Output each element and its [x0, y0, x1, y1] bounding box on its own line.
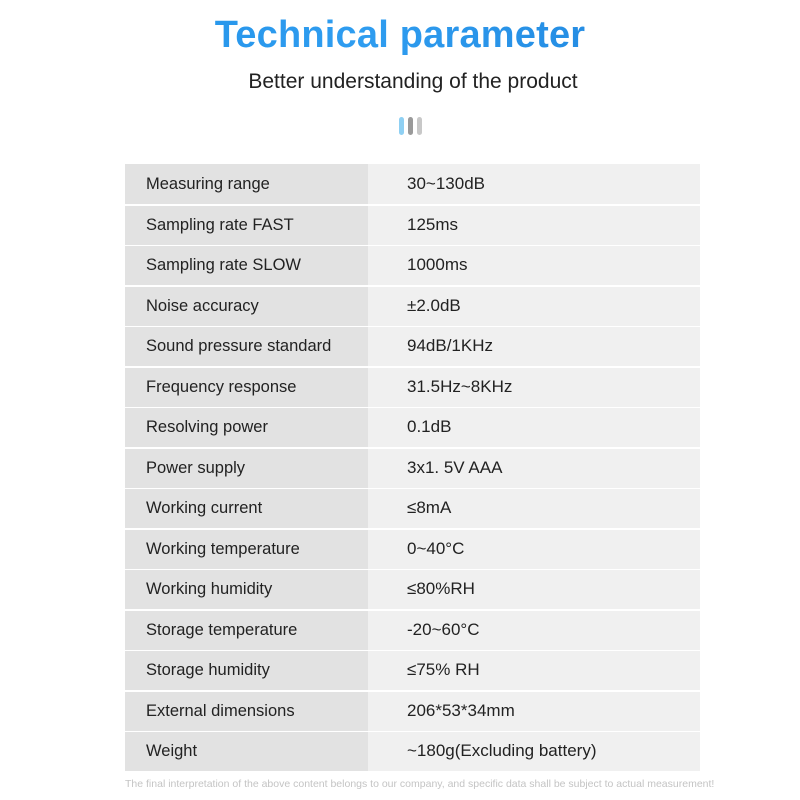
spec-label: Resolving power: [125, 407, 368, 447]
spec-value: 31.5Hz~8KHz: [368, 367, 700, 407]
spec-label: Power supply: [125, 448, 368, 488]
spec-label: External dimensions: [125, 691, 368, 731]
table-row: [125, 245, 700, 285]
spec-label: Storage temperature: [125, 610, 368, 650]
row-divider: [125, 488, 700, 489]
spec-label: Working temperature: [125, 529, 368, 569]
spec-value: 3x1. 5V AAA: [368, 448, 700, 488]
row-divider: [125, 367, 700, 368]
row-divider: [125, 731, 700, 732]
spec-value: 125ms: [368, 205, 700, 245]
spec-value: ≤8mA: [368, 488, 700, 528]
table-row: [125, 205, 700, 245]
decorative-dots: [399, 117, 422, 135]
spec-value: ≤75% RH: [368, 650, 700, 690]
dot-icon: [417, 117, 422, 135]
spec-label: Sound pressure standard: [125, 326, 368, 366]
table-row: [125, 529, 700, 569]
footer-note: The final interpretation of the above content belongs to our company, and specific data shall be subject to actual measurement!: [125, 778, 715, 790]
table-row: [125, 610, 700, 650]
dot-icon: [408, 117, 413, 135]
row-divider: [125, 245, 700, 246]
table-row: [125, 569, 700, 609]
row-divider: [125, 569, 700, 570]
page-subtitle: Better understanding of the product: [248, 70, 578, 93]
row-divider: [125, 610, 700, 611]
spec-label: Sampling rate SLOW: [125, 245, 368, 285]
table-row: [125, 164, 700, 204]
spec-value: ~180g(Excluding battery): [368, 731, 700, 771]
spec-value: 30~130dB: [368, 164, 700, 204]
row-divider: [125, 205, 700, 206]
spec-label: Noise accuracy: [125, 286, 368, 326]
row-divider: [125, 407, 700, 408]
table-row: [125, 731, 700, 771]
spec-label: Measuring range: [125, 164, 368, 204]
spec-label: Working humidity: [125, 569, 368, 609]
spec-label: Weight: [125, 731, 368, 771]
spec-value: -20~60°C: [368, 610, 700, 650]
table-row: [125, 448, 700, 488]
table-row: [125, 286, 700, 326]
row-divider: [125, 326, 700, 327]
table-row: [125, 367, 700, 407]
row-divider: [125, 529, 700, 530]
spec-value: ≤80%RH: [368, 569, 700, 609]
page-title: Technical parameter: [0, 10, 800, 60]
spec-label: Storage humidity: [125, 650, 368, 690]
spec-value: 94dB/1KHz: [368, 326, 700, 366]
spec-value: 1000ms: [368, 245, 700, 285]
spec-label: Sampling rate FAST: [125, 205, 368, 245]
spec-label: Frequency response: [125, 367, 368, 407]
table-row: [125, 650, 700, 690]
table-row: [125, 691, 700, 731]
spec-value: 0.1dB: [368, 407, 700, 447]
spec-table: [125, 164, 700, 770]
row-divider: [125, 650, 700, 651]
dot-icon: [399, 117, 404, 135]
spec-value: 206*53*34mm: [368, 691, 700, 731]
table-row: [125, 326, 700, 366]
row-divider: [125, 286, 700, 287]
spec-label: Working current: [125, 488, 368, 528]
row-divider: [125, 691, 700, 692]
row-divider: [125, 448, 700, 449]
table-row: [125, 407, 700, 447]
spec-value: ±2.0dB: [368, 286, 700, 326]
table-row: [125, 488, 700, 528]
spec-value: 0~40°C: [368, 529, 700, 569]
